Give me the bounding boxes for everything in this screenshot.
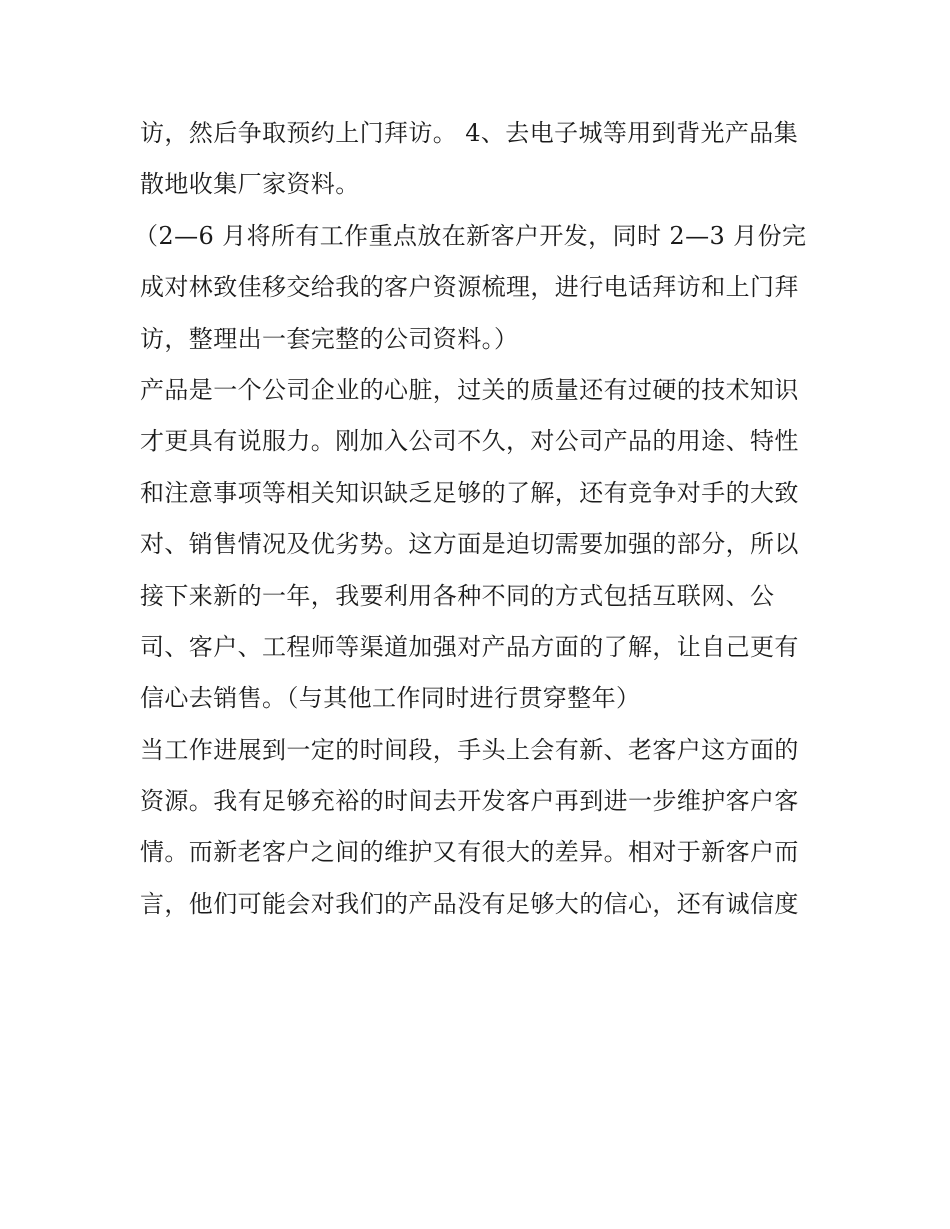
text-line: 访，然后争取预约上门拜访。 4、去电子城等用到背光产品集 — [140, 119, 799, 147]
text-line: 当工作进展到一定的时间段，手头上会有新、老客户这方面的 — [140, 735, 799, 764]
text-line: 司、客户、工程师等渠道加强对产品方面的了解，让自己更有 — [140, 632, 799, 661]
text-line: 访，整理出一套完整的公司资料。） — [140, 324, 519, 353]
document-body — [134, 108, 830, 930]
text-line: 信心去销售。（与其他工作同时进行贯穿整年） — [140, 684, 641, 713]
text-line: 对、销售情况及优劣势。这方面是迫切需要加强的部分，所以 — [140, 530, 799, 559]
text-line: 才更具有说服力。刚加入公司不久，对公司产品的用途、特性 — [140, 427, 799, 456]
text-line: 产品是一个公司企业的心脏，过关的质量还有过硬的技术知识 — [140, 375, 799, 404]
text-line: 接下来新的一年，我要利用各种不同的方式包括互联网、公 — [140, 581, 775, 610]
text-line: 言，他们可能会对我们的产品没有足够大的信心，还有诚信度 — [140, 889, 799, 918]
text-line: 和注意事项等相关知识缺乏足够的了解，还有竞争对手的大致 — [140, 478, 799, 507]
text-line: 资源。我有足够充裕的时间去开发客户再到进一步维护客户客 — [140, 787, 799, 816]
text-line: （2—6 月将所有工作重点放在新客户开发，同时 2—3 月份完 — [134, 221, 807, 250]
text-line: 情。而新老客户之间的维护又有很大的差异。相对于新客户而 — [140, 838, 799, 867]
text-line: 成对林致佳移交给我的客户资源梳理，进行电话拜访和上门拜 — [140, 273, 799, 302]
text-line: 散地收集厂家资料。 — [140, 170, 360, 199]
